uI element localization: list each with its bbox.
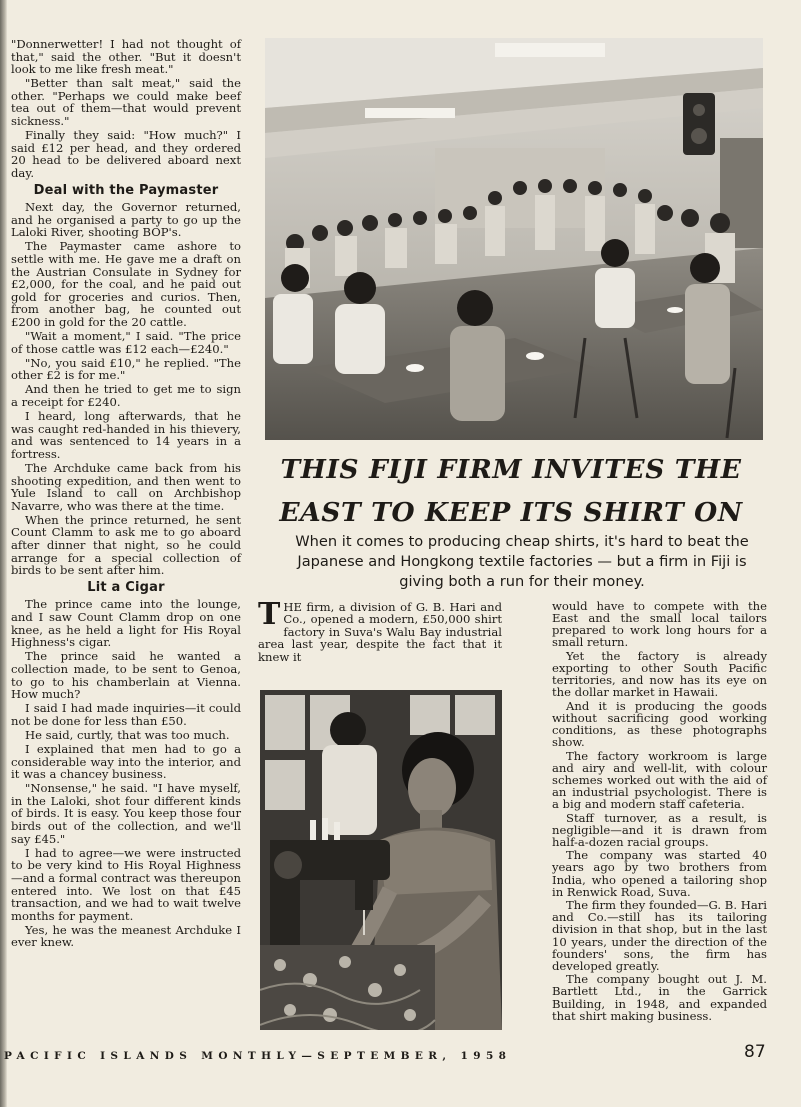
drop-cap: T bbox=[258, 597, 281, 632]
left-paragraph: The Paymaster came ashore to settle with me. He gave me a draft on the Austrian Consulate in Sydney for £2,000, for the coal, and he paid out gold for groceries and curios. Then, from another bag, he counted out £200 in gold for the 20 cattle. bbox=[11, 239, 241, 329]
page-number: 87 bbox=[744, 1042, 766, 1062]
left-paragraph: Finally they said: "How much?" I said £12 per head, and they ordered 20 head to be delivered aboard next day. bbox=[11, 128, 241, 180]
subhead-deal-with-paymaster: Deal with the Paymaster bbox=[33, 182, 219, 198]
headline-line-2: EAST TO KEEP ITS SHIRT ON bbox=[279, 497, 743, 528]
left-paragraph: "Donnerwetter! I had not thought of that," said the other. "But it doesn't look to me like fresh meat." bbox=[11, 37, 241, 77]
left-paragraph: The prince said he wanted a collection made, to be sent to Genoa, to go to his chamberlain at Vienna. How much? bbox=[11, 649, 241, 702]
right-paragraph: The company bought out J. M. Bartlett Ltd., in the Garrick Building, in 1948, and expanded that shirt making business. bbox=[552, 972, 767, 1023]
right-paragraph: The firm they founded—G. B. Hari and Co.—still has its tailoring division in that shop, but in the last 10 years, under the direction of the founders' sons, the firm has developed greatly. bbox=[552, 898, 767, 973]
left-paragraph: I had to agree—we were instructed to be very kind to His Royal Highness—and a formal contract was thereupon entered into. We lost on that £45 transaction, and we had to wait twelve months for payment. bbox=[11, 845, 241, 923]
right-paragraph: The factory workroom is large and airy and well-lit, with colour schemes worked out with the aid of an industrial psychologist. There is a big and modern staff cafeteria. bbox=[552, 748, 767, 811]
running-footer: PACIFIC ISLANDS MONTHLY—SEPTEMBER, 1958 bbox=[4, 1050, 512, 1062]
lead-text: HE firm, a division of G. B. Hari and Co., opened a modern, £50,000 shirt factory in Suva's Walu Bay industrial area last year, despite the fact that it knew it bbox=[258, 600, 502, 664]
left-paragraph: "Better than salt meat," said the other. "Perhaps we could make beef tea out of them—that would prevent sickness." bbox=[11, 76, 241, 129]
left-paragraph: The Archduke came back from his shooting expedition, and then went to Yule Island to call on Archbishop Navarre, who was there at the time. bbox=[11, 461, 241, 513]
left-paragraph: "No, you said £10," he replied. "The other £2 is for me." bbox=[11, 355, 241, 383]
sewing-machine-photo bbox=[260, 690, 502, 1030]
left-paragraph: I explained that men had to go a considerable way into the interior, and it was a chancey business. bbox=[11, 741, 241, 782]
left-paragraph: He said, curtly, that was too much. bbox=[25, 727, 230, 742]
left-paragraph: The prince came into the lounge, and I saw Count Clamm drop on one knee, as he held a light for His Royal Highness's cigar. bbox=[11, 597, 241, 650]
left-paragraph: "Nonsense," he said. "I have myself, in the Laloki, shot four different kinds of birds. It is easy. You keep those four birds out of the collection, and we'll say £45." bbox=[11, 781, 241, 846]
left-paragraph: When the prince returned, he sent Count Clamm to ask me to go aboard after dinner that night, so he could arrange for a special collection of birds to be sent after him. bbox=[11, 512, 241, 578]
right-paragraph: would have to compete with the East and the small local tailors prepared to work long hours for a small return. bbox=[552, 599, 767, 650]
left-paragraph: Next day, the Governor returned, and he organised a party to go up the Laloki River, shooting BOP's. bbox=[11, 200, 241, 240]
right-paragraph: The company was started 40 years ago by two brothers from India, who opened a tailoring shop in Renwick Road, Suva. bbox=[552, 848, 767, 899]
article-standfirst: When it comes to producing cheap shirts, it's hard to beat the Japanese and Hongkong textile factories — but a firm in Fiji is giving both a run for their money. bbox=[295, 533, 749, 590]
left-paragraph: Yes, he was the meanest Archduke I ever knew. bbox=[11, 922, 241, 950]
left-paragraph: And then he tried to get me to sign a receipt for £240. bbox=[11, 382, 241, 410]
page-binding-edge bbox=[0, 0, 7, 1107]
left-column bbox=[11, 38, 241, 1038]
right-column bbox=[552, 600, 767, 1023]
headline-line-1: THIS FIJI FIRM INVITES THE bbox=[280, 454, 742, 485]
right-paragraph: Staff turnover, as a result, is negligible—and it is drawn from half-a-dozen racial groups. bbox=[552, 810, 767, 849]
left-paragraph: I heard, long afterwards, that he was caught red-handed in his thievery, and was sentenced to 14 years in a fortress. bbox=[11, 409, 241, 461]
subhead-lit-a-cigar: Lit a Cigar bbox=[87, 579, 165, 595]
left-paragraph: "Wait a moment," I said. "The price of those cattle was £12 each—£240." bbox=[11, 329, 241, 356]
cafeteria-photo bbox=[265, 38, 763, 440]
right-paragraph: And it is producing the goods without sacrificing good working conditions, as these photographs show. bbox=[552, 698, 767, 750]
lead-column bbox=[258, 597, 502, 664]
article-headline bbox=[256, 448, 766, 534]
left-paragraph: I said I had made inquiries—it could not be done for less than £50. bbox=[11, 701, 241, 728]
lead-paragraph bbox=[258, 597, 502, 664]
right-paragraph: Yet the factory is already exporting to other South Pacific territories, and now has its eye on the dollar market in Hawaii. bbox=[552, 648, 767, 700]
